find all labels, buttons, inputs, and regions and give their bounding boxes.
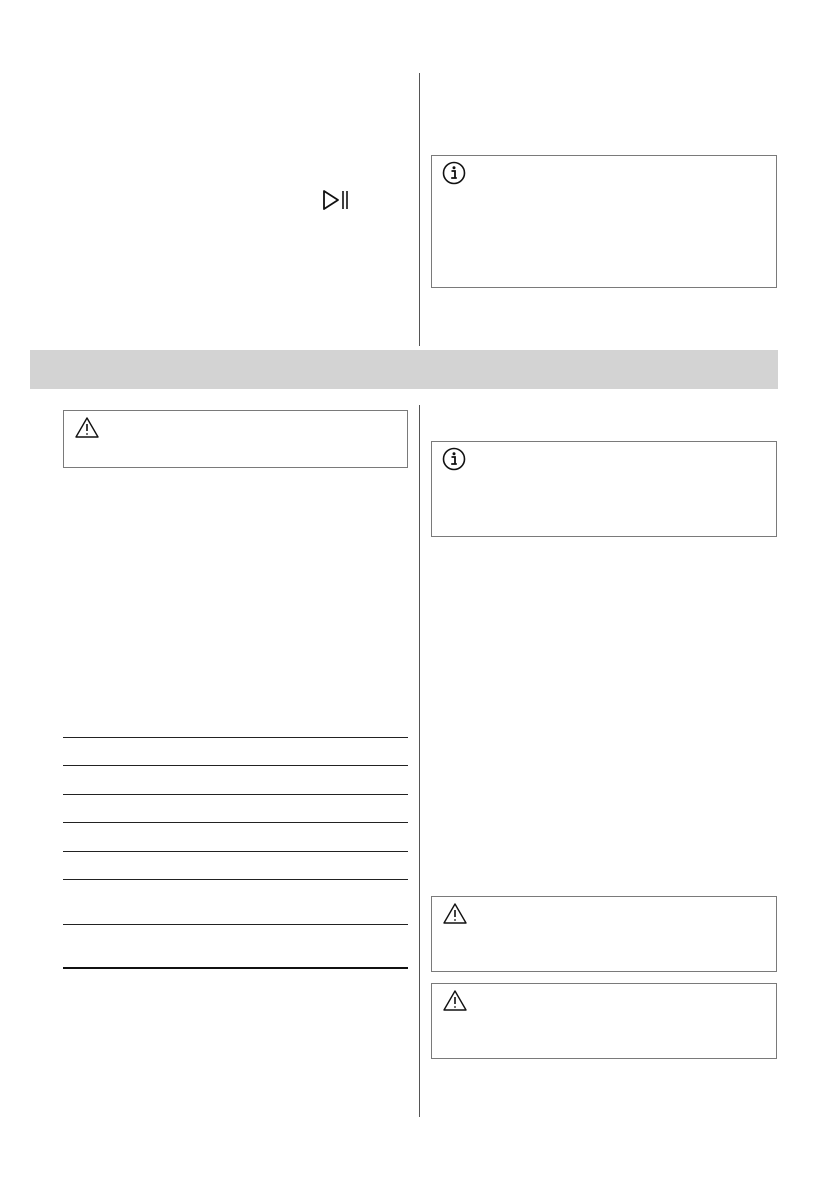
table-row-divider: [63, 924, 408, 925]
column-divider-bottom: [419, 405, 420, 1117]
table-bottom-rule: [63, 967, 408, 969]
warning-icon: [442, 902, 468, 925]
table-row-divider: [63, 737, 408, 738]
table-row-divider: [63, 879, 408, 880]
warning-icon: [74, 416, 100, 439]
warning-box: [63, 410, 408, 468]
column-divider-top: [419, 73, 420, 346]
table-row-divider: [63, 765, 408, 766]
table-row-divider: [63, 822, 408, 823]
info-icon: [442, 447, 466, 471]
table-row-divider: [63, 794, 408, 795]
section-header-bar: [30, 350, 778, 389]
warning-icon: [442, 989, 468, 1012]
warning-box: [431, 896, 777, 972]
table-row-divider: [63, 851, 408, 852]
play-pause-icon: [322, 189, 350, 211]
info-icon: [442, 161, 466, 185]
info-note-box: [431, 155, 777, 288]
warning-box: [431, 983, 777, 1059]
info-note-box: [431, 441, 777, 537]
